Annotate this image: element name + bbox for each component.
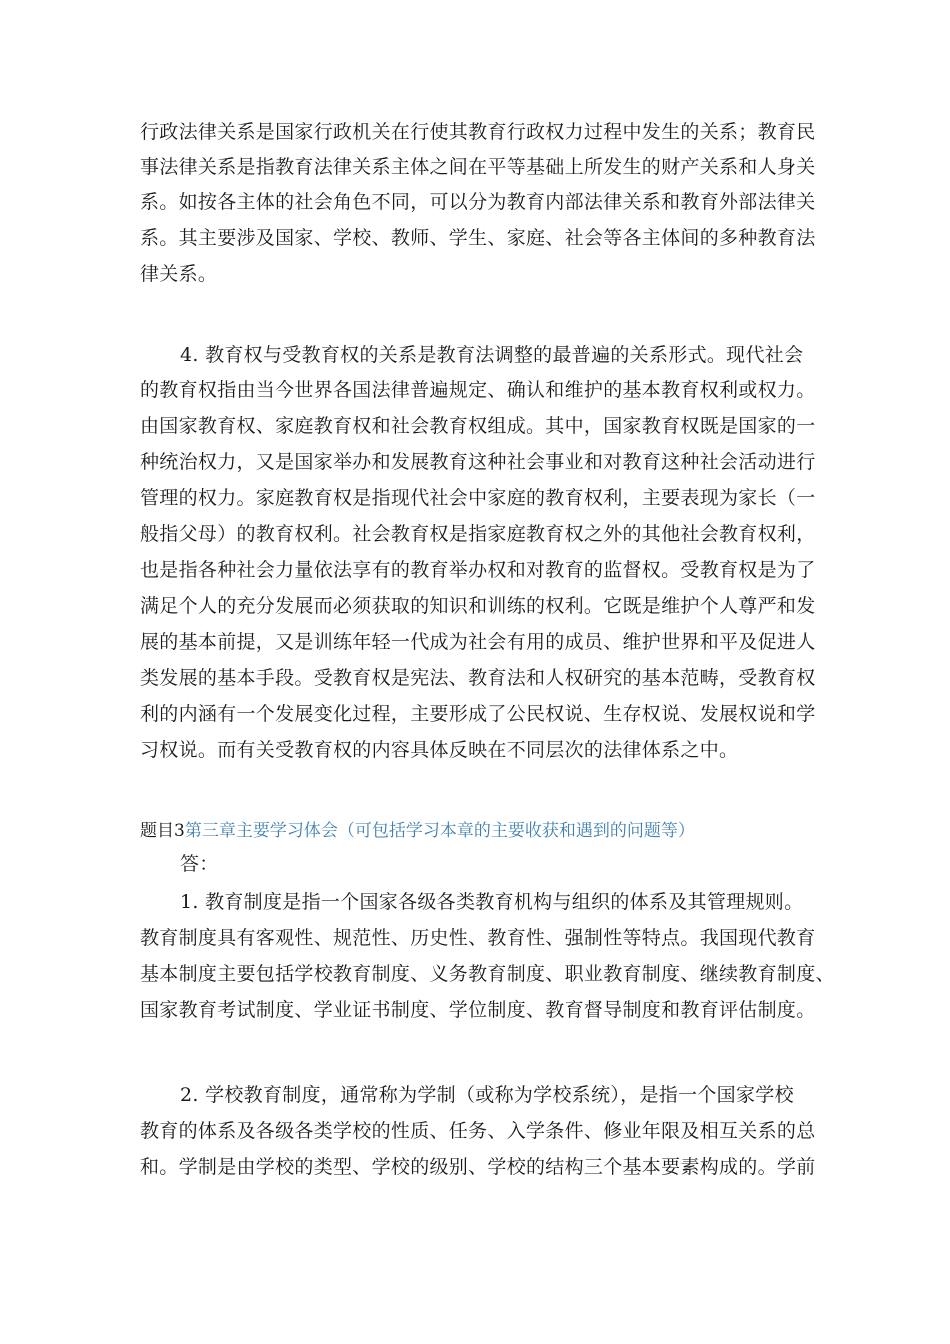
paragraph-line: 种统治权力，又是国家举办和发展教育这种社会事业和对教育这种社会活动进行 bbox=[140, 451, 816, 473]
paragraph-line: 由国家教育权、家庭教育权和社会教育权组成。其中，国家教育权既是国家的一 bbox=[140, 415, 816, 437]
paragraph-line: 的教育权指由当今世界各国法律普遍规定、确认和维护的基本教育权利或权力。 bbox=[140, 379, 816, 401]
paragraph-line: 事法律关系是指教育法律关系主体之间在平等基础上所发生的财产关系和人身关 bbox=[140, 156, 816, 178]
question-text: 第三章主要学习体会（可包括学习本章的主要收获和遇到的问题等） bbox=[184, 821, 695, 841]
paragraph-line: 展的基本前提，又是训练年轻一代成为社会有用的成员、维护世界和平及促进人 bbox=[140, 631, 816, 653]
paragraph-line: 也是指各种社会力量依法享有的教育举办权和对教育的监督权。受教育权是为了 bbox=[140, 559, 816, 581]
paragraph-line: 管理的权力。家庭教育权是指现代社会中家庭的教育权利，主要表现为家长（一 bbox=[140, 487, 816, 509]
paragraph-line: 国家教育考试制度、学业证书制度、学位制度、教育督导制度和教育评估制度。 bbox=[140, 999, 816, 1021]
paragraph-line: 教育制度具有客观性、规范性、历史性、教育性、强制性等特点。我国现代教育 bbox=[140, 927, 816, 949]
paragraph-line: 般指父母）的教育权利。社会教育权是指家庭教育权之外的其他社会教育权利， bbox=[140, 523, 816, 545]
paragraph-line: 基本制度主要包括学校教育制度、义务教育制度、职业教育制度、继续教育制度、 bbox=[140, 963, 835, 985]
paragraph-line: 类发展的基本手段。受教育权是宪法、教育法和人权研究的基本范畴，受教育权 bbox=[140, 667, 816, 689]
paragraph-line: 行政法律关系是国家行政机关在行使其教育行政权力过程中发生的关系；教育民 bbox=[140, 121, 816, 143]
paragraph-line: 系。如按各主体的社会角色不同，可以分为教育内部法律关系和教育外部法律关 bbox=[140, 191, 816, 213]
paragraph-line: 习权说。而有关受教育权的内容具体反映在不同层次的法律体系之中。 bbox=[140, 739, 739, 761]
paragraph-line: 4. 教育权与受教育权的关系是教育法调整的最普遍的关系形式。现代社会 bbox=[180, 344, 804, 366]
answer-label: 答： bbox=[180, 853, 219, 875]
question-title bbox=[140, 820, 695, 842]
paragraph-line: 满足个人的充分发展而必须获取的知识和训练的权利。它既是维护个人尊严和发 bbox=[140, 595, 816, 617]
paragraph-line: 律关系。 bbox=[140, 263, 218, 285]
question-label: 题目3 bbox=[140, 821, 185, 841]
paragraph-line: 系。其主要涉及国家、学校、教师、学生、家庭、社会等各主体间的多种教育法 bbox=[140, 227, 816, 249]
paragraph-line: 1. 教育制度是指一个国家各级各类教育机构与组织的体系及其管理规则。 bbox=[180, 891, 804, 913]
paragraph-line: 利的内涵有一个发展变化过程，主要形成了公民权说、生存权说、发展权说和学 bbox=[140, 703, 816, 725]
paragraph-line: 和。学制是由学校的类型、学校的级别、学校的结构三个基本要素构成的。学前 bbox=[140, 1156, 816, 1178]
paragraph-line: 教育的体系及各级各类学校的性质、任务、入学条件、修业年限及相互关系的总 bbox=[140, 1120, 816, 1142]
paragraph-line: 2. 学校教育制度，通常称为学制（或称为学校系统），是指一个国家学校 bbox=[180, 1084, 794, 1106]
